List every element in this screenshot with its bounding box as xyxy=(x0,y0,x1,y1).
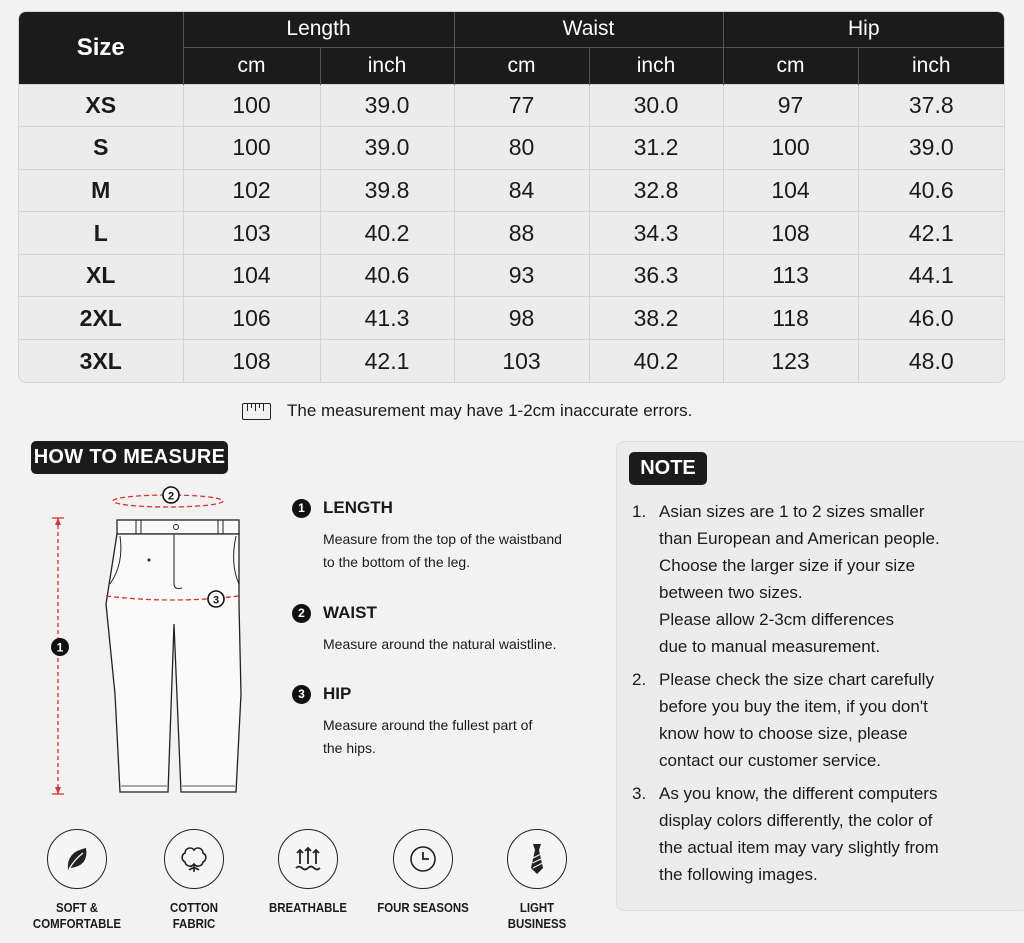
feature-label: SOFT & COMFORTABLE xyxy=(32,900,122,931)
table-row xyxy=(19,169,1004,212)
feature-label: FOUR SEASONS xyxy=(377,900,469,915)
measurement-cell: 39.0 xyxy=(320,127,454,170)
cotton-icon xyxy=(164,829,224,889)
measurement-note-text: The measurement may have 1-2cm inaccurate errors. xyxy=(287,401,693,420)
table-row xyxy=(19,254,1004,297)
leaf-icon xyxy=(47,829,107,889)
measurement-cell: 103 xyxy=(454,340,589,383)
tie-icon xyxy=(507,829,567,889)
measurement-cell: 118 xyxy=(723,297,858,340)
measure-title: LENGTH xyxy=(323,498,393,517)
feature-soft-comfortable xyxy=(17,829,137,932)
size-table-body xyxy=(19,84,1004,382)
number-badge: 3 xyxy=(292,685,311,704)
unit-header: inch xyxy=(320,47,454,84)
note-item: 2. Please check the size chart carefully before you buy the item, if you don't know how to choose size, please contact our customer service. xyxy=(632,670,934,770)
how-to-measure-title: HOW TO MEASURE xyxy=(31,441,228,474)
waist-group-header: Waist xyxy=(454,12,723,47)
size-label-cell: S xyxy=(19,127,183,170)
measurement-cell: 104 xyxy=(183,254,320,297)
unit-header: cm xyxy=(723,47,858,84)
measure-description: Measure from the top of the waistband to the bottom of the leg. xyxy=(323,531,562,570)
measurement-cell: 100 xyxy=(183,84,320,127)
length-group-header: Length xyxy=(183,12,454,47)
svg-text:3: 3 xyxy=(212,594,220,607)
size-label-cell: M xyxy=(19,169,183,212)
size-label-cell: XS xyxy=(19,84,183,127)
size-table xyxy=(19,12,1004,382)
measurement-cell: 40.6 xyxy=(858,169,1004,212)
feature-cotton-fabric xyxy=(134,829,254,932)
measurement-cell: 88 xyxy=(454,212,589,255)
measurement-cell: 102 xyxy=(183,169,320,212)
feature-light-business xyxy=(477,829,597,932)
measurement-cell: 38.2 xyxy=(589,297,723,340)
measurement-cell: 80 xyxy=(454,127,589,170)
size-label-cell: 2XL xyxy=(19,297,183,340)
measurement-cell: 46.0 xyxy=(858,297,1004,340)
marker-3 xyxy=(208,591,224,607)
measurement-cell: 34.3 xyxy=(589,212,723,255)
ruler-icon xyxy=(242,403,271,420)
feature-label: LIGHT BUSINESS xyxy=(507,900,567,931)
measurement-cell: 123 xyxy=(723,340,858,383)
feature-four-seasons xyxy=(363,829,483,916)
measurement-cell: 40.6 xyxy=(320,254,454,297)
note-item: 3. As you know, the different computers display colors differently, the color of the actual item may vary slightly from the following images. xyxy=(632,784,939,884)
number-badge: 1 xyxy=(292,499,311,518)
number-badge: 2 xyxy=(292,604,311,623)
marker-1 xyxy=(51,638,69,656)
measurement-cell: 100 xyxy=(183,127,320,170)
feature-label: BREATHABLE xyxy=(269,900,347,915)
measurement-cell: 48.0 xyxy=(858,340,1004,383)
size-column-header: Size xyxy=(19,12,183,84)
note-list xyxy=(632,498,992,894)
size-label-cell: XL xyxy=(19,254,183,297)
measurement-cell: 42.1 xyxy=(320,340,454,383)
measurement-note xyxy=(242,401,692,421)
note-title: NOTE xyxy=(629,452,707,485)
measurement-cell: 31.2 xyxy=(589,127,723,170)
measurement-cell: 97 xyxy=(723,84,858,127)
measurement-cell: 30.0 xyxy=(589,84,723,127)
measurement-cell: 77 xyxy=(454,84,589,127)
measurement-cell: 32.8 xyxy=(589,169,723,212)
measure-hip xyxy=(292,684,592,760)
measurement-cell: 37.8 xyxy=(858,84,1004,127)
measurement-cell: 104 xyxy=(723,169,858,212)
measure-description: Measure around the natural waistline. xyxy=(323,636,557,652)
unit-header: cm xyxy=(454,47,589,84)
measurement-cell: 98 xyxy=(454,297,589,340)
measurement-cell: 41.3 xyxy=(320,297,454,340)
measure-waist xyxy=(292,603,592,656)
table-row xyxy=(19,340,1004,383)
table-row xyxy=(19,127,1004,170)
table-row xyxy=(19,212,1004,255)
marker-2 xyxy=(163,487,179,503)
measurement-cell: 108 xyxy=(183,340,320,383)
measure-title: HIP xyxy=(323,684,352,703)
size-label-cell: L xyxy=(19,212,183,255)
table-row xyxy=(19,84,1004,127)
table-row xyxy=(19,297,1004,340)
measurement-cell: 44.1 xyxy=(858,254,1004,297)
measurement-cell: 106 xyxy=(183,297,320,340)
measurement-cell: 36.3 xyxy=(589,254,723,297)
measurement-cell: 40.2 xyxy=(589,340,723,383)
note-item: 1. Asian sizes are 1 to 2 sizes smaller than European and American people. Choose the larger size if your size between two sizes. Please allow 2-3cm differences due to manual measurement. xyxy=(632,502,940,656)
measure-title: WAIST xyxy=(323,603,377,622)
measurement-cell: 113 xyxy=(723,254,858,297)
measurement-cell: 39.8 xyxy=(320,169,454,212)
measurement-cell: 103 xyxy=(183,212,320,255)
measurement-cell: 39.0 xyxy=(320,84,454,127)
unit-header: inch xyxy=(858,47,1004,84)
measurement-cell: 39.0 xyxy=(858,127,1004,170)
measurement-cell: 42.1 xyxy=(858,212,1004,255)
unit-header: cm xyxy=(183,47,320,84)
hip-group-header: Hip xyxy=(723,12,1004,47)
feature-breathable xyxy=(248,829,368,916)
pants-diagram xyxy=(40,484,260,804)
note-panel xyxy=(616,441,1024,911)
size-chart-table xyxy=(18,11,1005,383)
measurement-cell: 100 xyxy=(723,127,858,170)
breathable-icon xyxy=(278,829,338,889)
feature-label: COTTON FABRIC xyxy=(169,900,219,931)
measurement-cell: 108 xyxy=(723,212,858,255)
measure-description: Measure around the fullest part of the hips. xyxy=(323,717,533,756)
measurement-cell: 40.2 xyxy=(320,212,454,255)
measure-length xyxy=(292,498,592,574)
svg-text:2: 2 xyxy=(167,490,175,503)
measurement-cell: 84 xyxy=(454,169,589,212)
clock-icon xyxy=(393,829,453,889)
svg-text:1: 1 xyxy=(56,640,64,655)
measurement-cell: 93 xyxy=(454,254,589,297)
unit-header: inch xyxy=(589,47,723,84)
size-label-cell: 3XL xyxy=(19,340,183,383)
